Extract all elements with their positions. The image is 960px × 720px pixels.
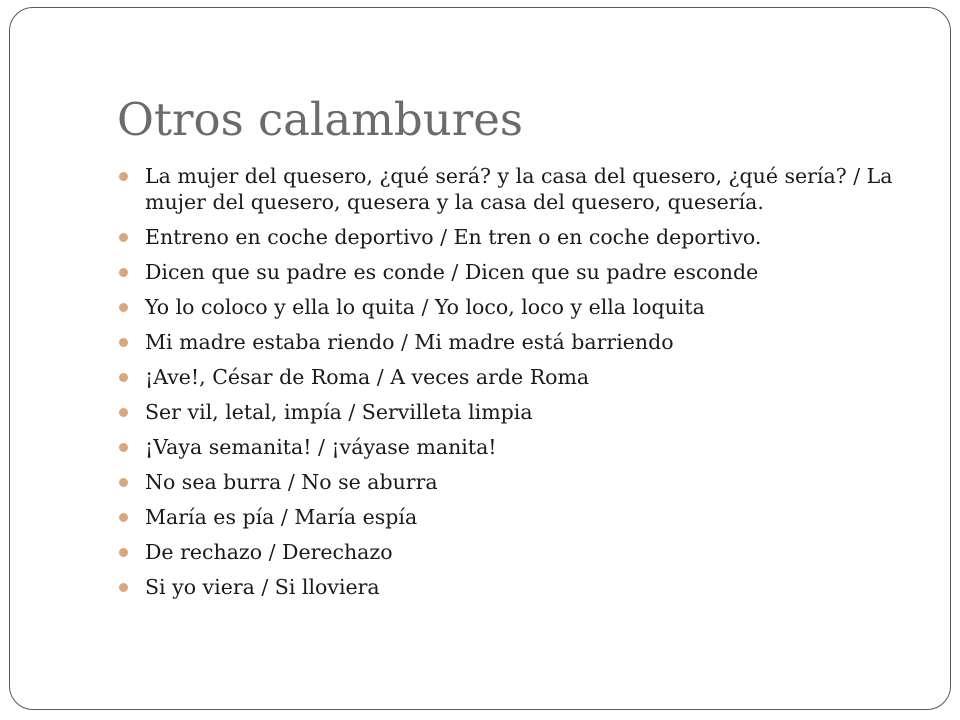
bullet-dot-icon: [119, 268, 128, 277]
bullet-item: [117, 399, 917, 425]
bullet-list: [117, 163, 917, 609]
bullet-text: Yo lo coloco y ella lo quita / Yo loco, loco y ella loquita: [145, 295, 705, 319]
bullet-text: María es pía / María espía: [145, 505, 418, 529]
bullet-item: [117, 364, 917, 390]
bullet-dot-icon: [119, 233, 128, 242]
bullet-text: ¡Vaya semanita! / ¡váyase manita!: [145, 435, 497, 459]
bullet-dot-icon: [119, 583, 128, 592]
bullet-item: [117, 574, 917, 600]
bullet-item: [117, 163, 917, 215]
bullet-item: [117, 224, 917, 250]
bullet-text: Dicen que su padre es conde / Dicen que su padre esconde: [145, 260, 759, 284]
bullet-dot-icon: [119, 513, 128, 522]
bullet-dot-icon: [119, 373, 128, 382]
bullet-text: ¡Ave!, César de Roma / A veces arde Roma: [145, 365, 590, 389]
bullet-item: [117, 539, 917, 565]
bullet-dot-icon: [119, 548, 128, 557]
bullet-item: [117, 294, 917, 320]
bullet-item: [117, 504, 917, 530]
bullet-dot-icon: [119, 172, 128, 181]
bullet-dot-icon: [119, 338, 128, 347]
bullet-dot-icon: [119, 408, 128, 417]
bullet-text: No sea burra / No se aburra: [145, 470, 438, 494]
bullet-text: La mujer del quesero, ¿qué será? y la casa del quesero, ¿qué sería? / La mujer del quesero, quesera y la casa del quesero, quesería.: [145, 164, 893, 214]
bullet-item: [117, 469, 917, 495]
bullet-text: Si yo viera / Si lloviera: [145, 575, 380, 599]
bullet-text: Mi madre estaba riendo / Mi madre está barriendo: [145, 330, 674, 354]
bullet-text: De rechazo / Derechazo: [145, 540, 393, 564]
bullet-text: Ser vil, letal, impía / Servilleta limpia: [145, 400, 533, 424]
bullet-item: [117, 259, 917, 285]
bullet-dot-icon: [119, 478, 128, 487]
slide-title: Otros calambures: [117, 93, 523, 146]
bullet-item: [117, 329, 917, 355]
bullet-text: Entreno en coche deportivo / En tren o en coche deportivo.: [145, 225, 762, 249]
bullet-item: [117, 434, 917, 460]
bullet-dot-icon: [119, 443, 128, 452]
slide-frame: [9, 7, 951, 710]
bullet-dot-icon: [119, 303, 128, 312]
